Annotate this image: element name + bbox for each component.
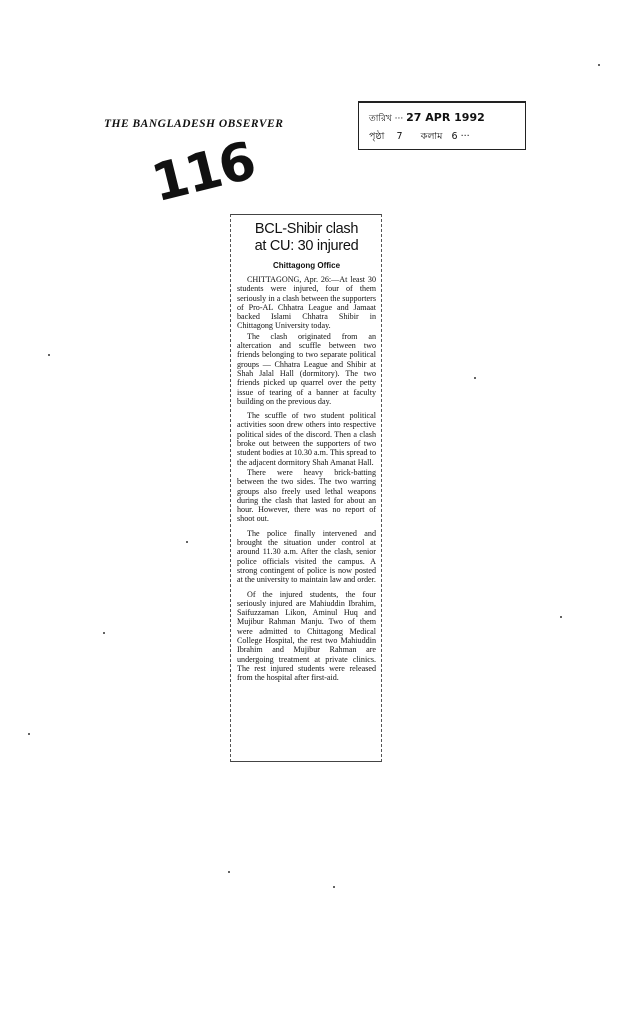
newspaper-masthead: THE BANGLADESH OBSERVER: [104, 118, 284, 130]
headline-line-1: BCL-Shibir clash: [254, 221, 359, 237]
headline-line-2: at CU: 30 injured: [254, 238, 359, 254]
stamp-page-value: 7: [396, 131, 403, 142]
article-paragraph: Of the injured students, the four seriously injured are Mahiuddin Ibrahim, Saifuzzaman Likon, Aminul Huq and Mujibur Rahman Manju. Two of them were admitted to Chittagong Medical College Hospital, the rest two Mahiuddin Ibrahim and Mujibur Rahman are undergoing treatment at private clinics. The rest injured students were released from the hospital after first-aid.: [237, 589, 376, 683]
article-paragraph: The police finally intervened and brought the situation under control at around 11.30 a.m. After the clash, senior police officials visited the campus. A strong contingent of police is now posted at the university to maintain law and order.: [237, 528, 376, 585]
scan-speck: [186, 541, 188, 543]
article-headline: [237, 221, 376, 255]
stamp-column-value: 6: [451, 131, 458, 142]
scan-speck: [103, 632, 105, 634]
article-paragraph: There were heavy brick-batting between the two sides. The two warring groups also freely used lethal weapons during the clash that lasted for about an hour. However, there was no report of shoot out.: [237, 467, 376, 524]
scan-speck: [598, 64, 600, 66]
news-clipping: [230, 214, 382, 762]
article-paragraph: The clash originated from an altercation and scuffle between two friends belonging to two separate political groups — Chhatra League and Shibir at Shah Jalal Hall (dormitory). The two friends picked up quarrel over the petty issue of tearing of a banner at faculty building on the previous day.: [237, 331, 376, 406]
stamp-column-label: কলাম: [420, 131, 443, 142]
article-byline: Chittagong Office: [272, 261, 341, 270]
stamp-date: 27 APR 1992: [406, 111, 485, 124]
stamp-date-row: তারিখ ··· 27 APR 1992: [369, 111, 485, 124]
stamp-date-label: তারিখ: [369, 114, 392, 124]
scan-speck: [228, 871, 230, 873]
stamp-page-label: পৃষ্ঠা: [369, 131, 385, 142]
scan-speck: [28, 733, 30, 735]
scan-speck: [333, 886, 335, 888]
article-paragraph: CHITTAGONG, Apr. 26:—At least 30 students were injured, four of them seriously in a clash between the supporters of Pro-AL Chhatra League and Jamaat backed Islami Chhatra Shibir in Chittagong University today.: [237, 275, 376, 331]
archive-stamp: [358, 101, 526, 150]
stamp-page-row: পৃষ্ঠা 7 কলাম 6 ···: [369, 131, 470, 142]
handwritten-number: 116: [146, 131, 261, 215]
scan-speck: [560, 616, 562, 618]
scan-speck: [48, 354, 50, 356]
scan-speck: [474, 377, 476, 379]
article-paragraph: The scuffle of two student political activities soon drew others into respective political sides of the discord. Then a clash broke out between the supporters of two student bodies at 10.30 a.m. This spread to the adjacent dormitory Shah Amanat Hall.: [237, 411, 376, 467]
